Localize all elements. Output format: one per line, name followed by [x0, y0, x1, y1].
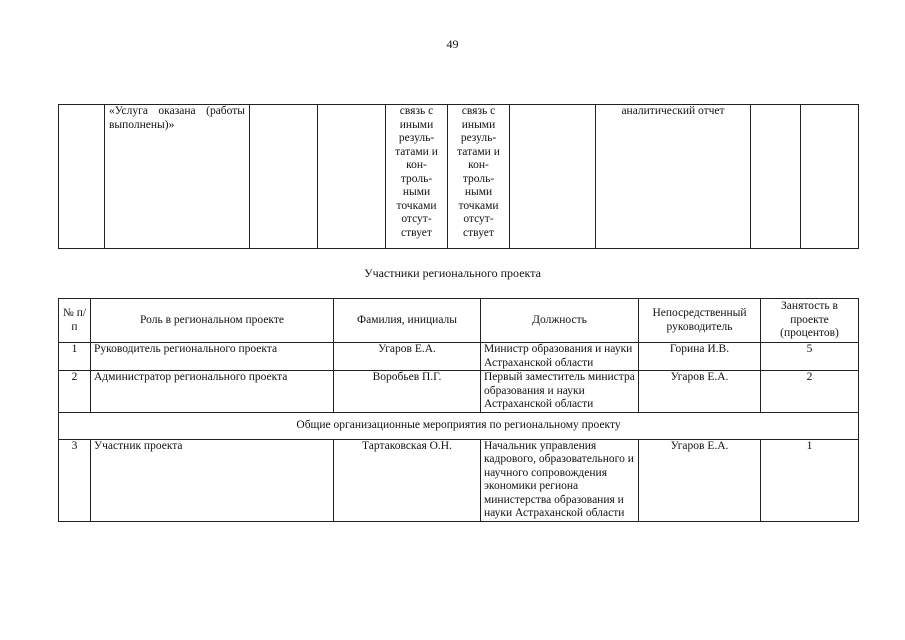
row-supervisor: Угаров Е.А. [639, 439, 761, 521]
row-role: Руководитель регионального проекта [91, 343, 334, 371]
row-num: 3 [59, 439, 91, 521]
link-line: резуль- [460, 132, 497, 144]
row-supervisor: Угаров Е.А. [639, 371, 761, 413]
empty-cell [318, 105, 386, 249]
participants-header-row [59, 299, 859, 343]
table-row [59, 439, 859, 521]
row-supervisor: Горина И.В. [639, 343, 761, 371]
header-num: № п/п [59, 299, 91, 343]
empty-cell [751, 105, 801, 249]
row-employment: 2 [761, 371, 859, 413]
row-position: Начальник управления кадрового, образовательного и научного сопровождения экономики региона министерства образования и науки Астраханской области [481, 439, 639, 521]
row-name: Тартаковская О.Н. [334, 439, 481, 521]
empty-cell [801, 105, 859, 249]
row-employment: 5 [761, 343, 859, 371]
row-num: 1 [59, 343, 91, 371]
service-cell [105, 105, 250, 249]
link-line: иными [399, 118, 434, 131]
header-position: Должность [481, 299, 639, 343]
service-text: «Услуга оказана (работы выполнены)» [109, 105, 245, 131]
header-name: Фамилия, инициалы [334, 299, 481, 343]
link-line: татами и [395, 145, 438, 158]
row-role: Участник проекта [91, 439, 334, 521]
link-line: кон- [406, 159, 427, 171]
link-line: точками [396, 199, 437, 212]
row-name: Воробьев П.Г. [334, 371, 481, 413]
link-line: троль- [462, 172, 495, 185]
link-line: татами и [457, 145, 500, 158]
header-employment: Занятость в проекте (процентов) [761, 299, 859, 343]
link-cell-1 [386, 105, 448, 249]
empty-cell [250, 105, 318, 249]
row-employment: 1 [761, 439, 859, 521]
table-row [59, 371, 859, 413]
link-line: кон- [468, 159, 489, 171]
section-title: Участники регионального проекта [364, 266, 541, 280]
link-line: ными [464, 186, 493, 198]
link-cell-2 [448, 105, 510, 249]
group-heading-row [59, 412, 859, 439]
table-row [59, 343, 859, 371]
row-role: Администратор регионального проекта [91, 371, 334, 413]
link-line: связь с [399, 105, 434, 117]
page-number: 49 [446, 37, 459, 51]
header-role: Роль в региональном проекте [91, 299, 334, 343]
header-supervisor: Непосредственный руководитель [639, 299, 761, 343]
link-line: точками [458, 199, 499, 212]
link-line: троль- [400, 172, 433, 185]
group-heading: Общие организационные мероприятия по региональному проекту [59, 412, 859, 439]
row-num: 2 [59, 371, 91, 413]
results-table [58, 104, 859, 249]
report-type-cell: аналитический отчет [596, 105, 751, 249]
link-line: ствует [401, 226, 432, 239]
row-name: Угаров Е.А. [334, 343, 481, 371]
link-line: отсут- [401, 213, 432, 225]
results-row [59, 105, 859, 249]
empty-cell [59, 105, 105, 249]
participants-table [58, 298, 859, 522]
link-line: ствует [463, 226, 494, 239]
row-position: Министр образования и науки Астраханской области [481, 343, 639, 371]
link-line: отсут- [463, 213, 494, 225]
row-position: Первый заместитель министра образования и науки Астраханской области [481, 371, 639, 413]
link-line: связь с [461, 105, 496, 117]
link-line: иными [461, 118, 496, 131]
link-line: ными [402, 186, 431, 198]
empty-cell [510, 105, 596, 249]
link-line: резуль- [398, 132, 435, 144]
